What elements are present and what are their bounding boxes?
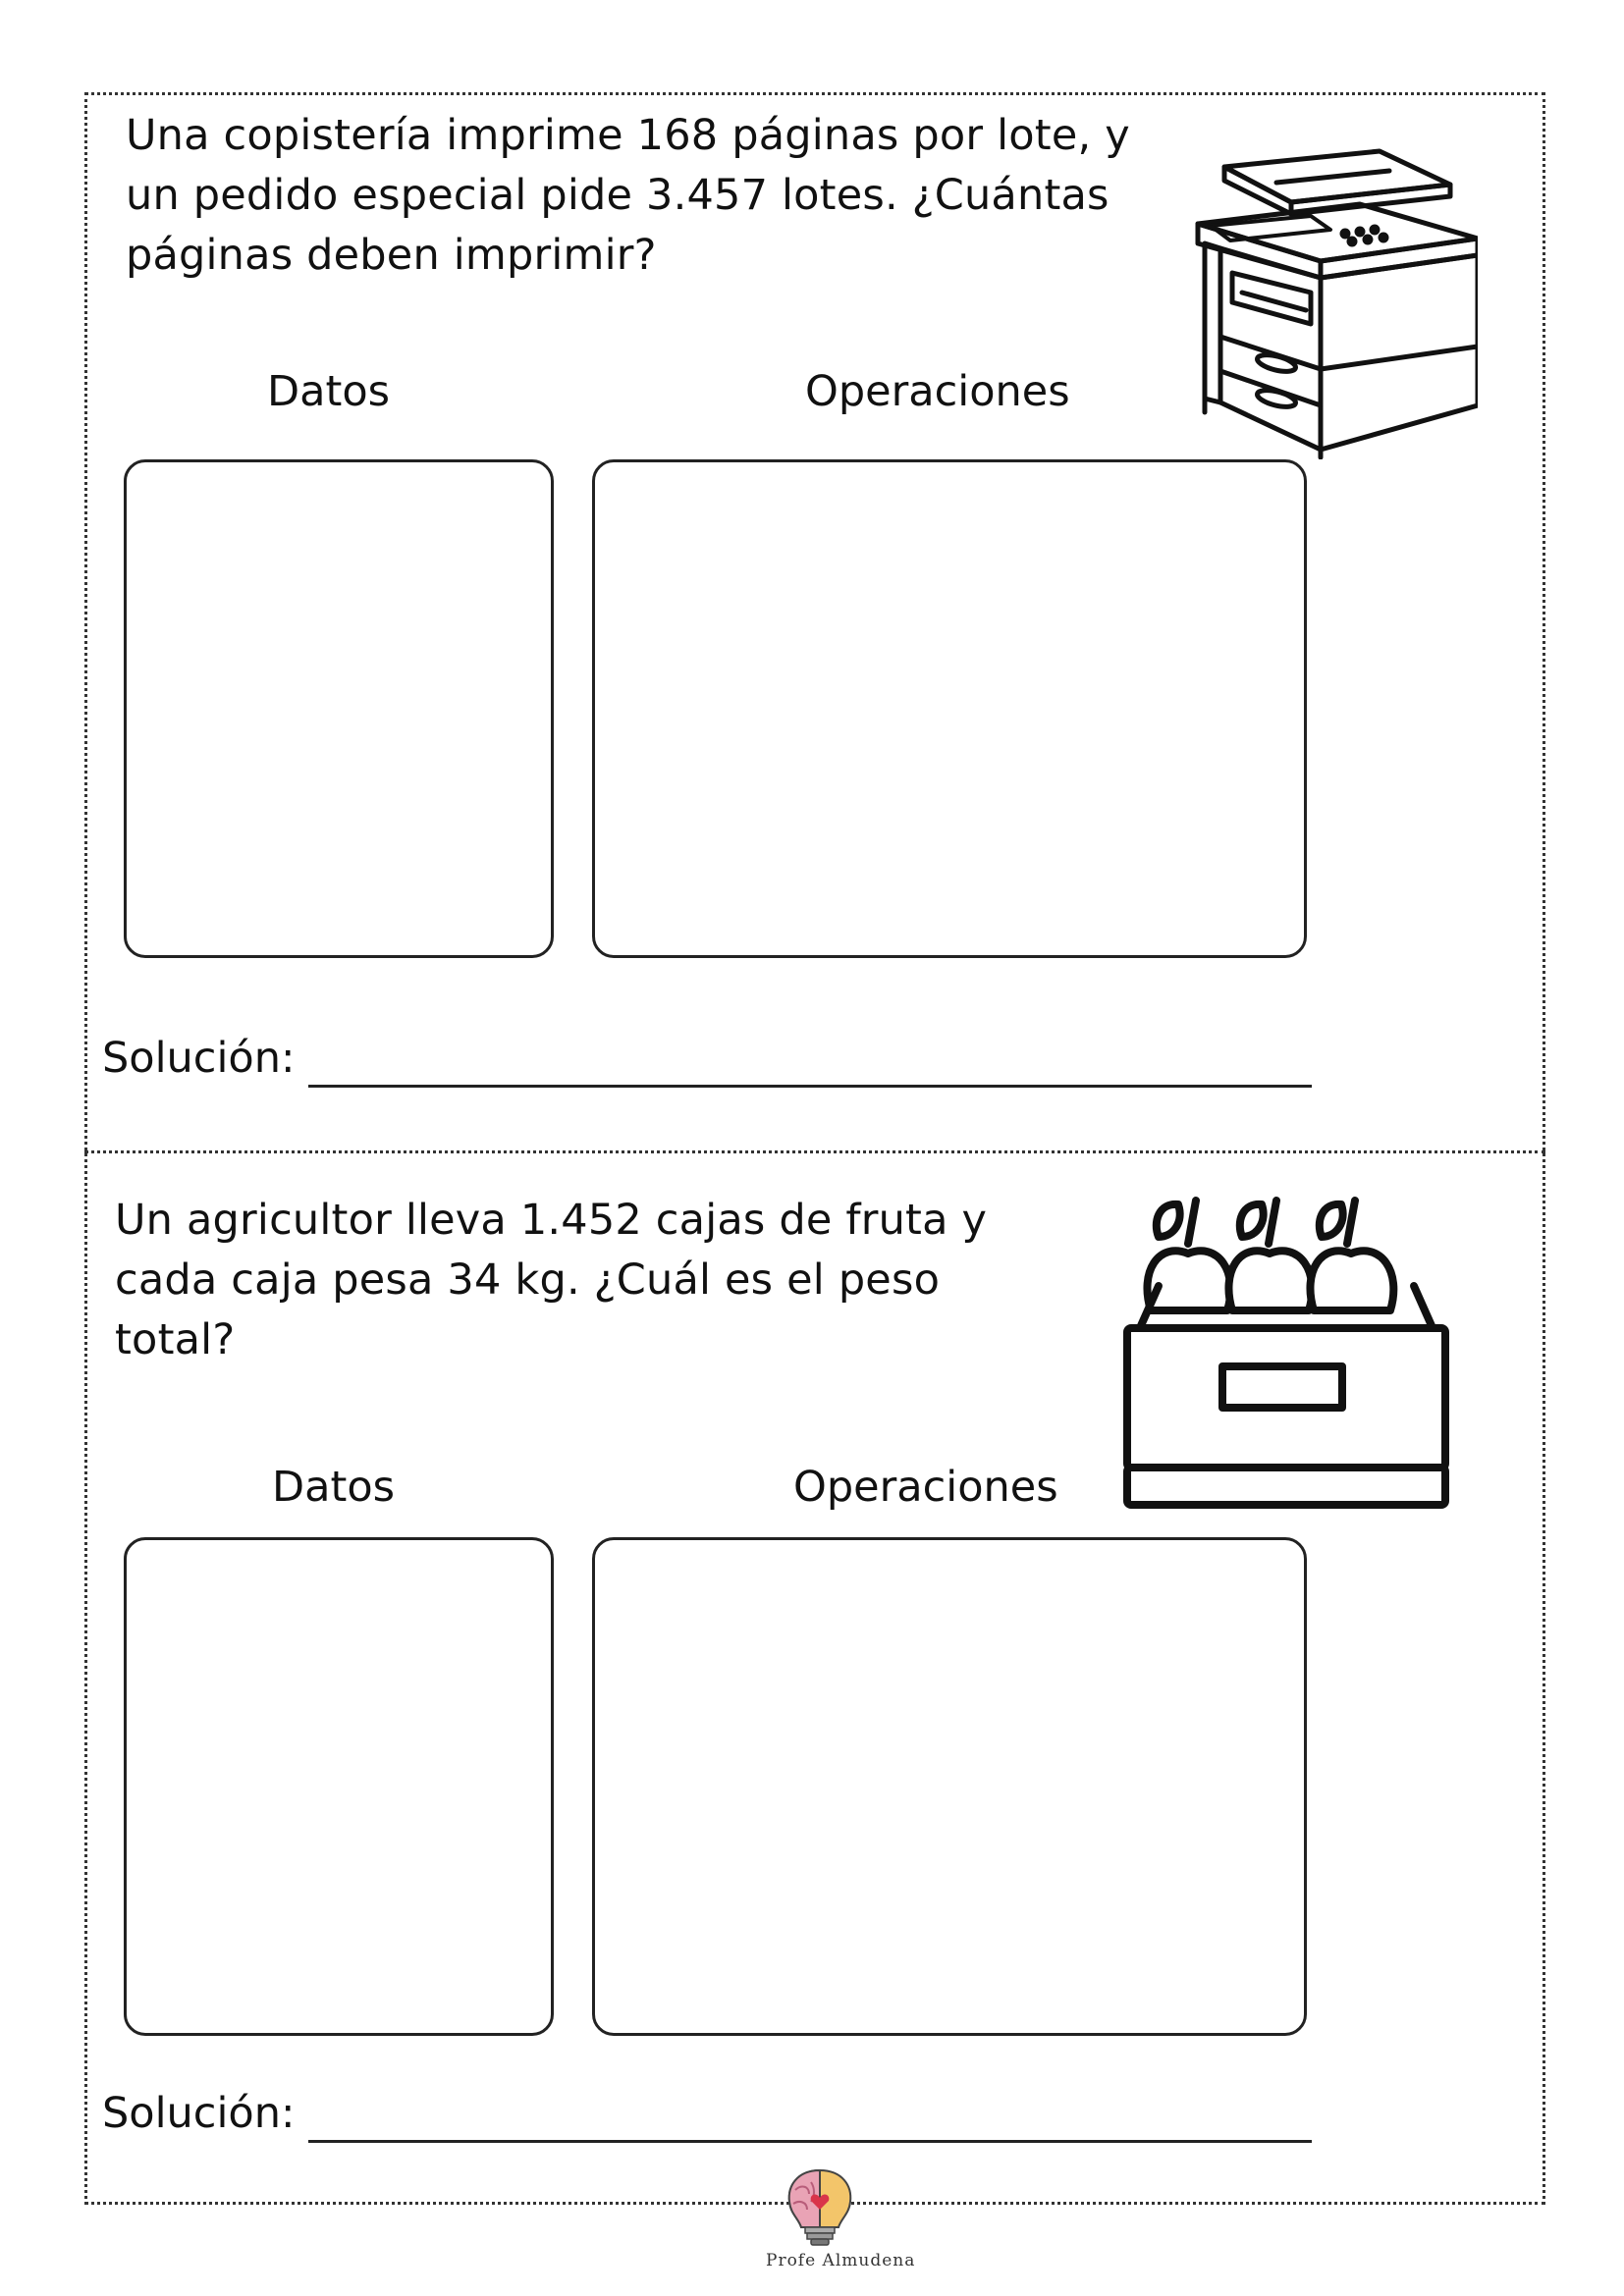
problem-1-solucion-line[interactable] — [308, 1085, 1312, 1088]
problem-2-solucion-line[interactable] — [308, 2140, 1312, 2143]
problem-2-datos-box[interactable] — [124, 1537, 554, 2036]
problem-2-text: Un agricultor lleva 1.452 cajas de fruta y cada caja pesa 34 kg. ¿Cuál es el peso total? — [115, 1196, 988, 1364]
brand-name: Profe Almudena — [766, 2251, 916, 2270]
problem-1-datos-label: Datos — [267, 367, 391, 416]
printer-icon — [1183, 145, 1478, 459]
problem-2-solucion-label: Solución: — [102, 2089, 296, 2138]
problem-2-operaciones-box[interactable] — [592, 1537, 1307, 2036]
lightbulb-brain-icon — [766, 2164, 874, 2249]
problem-1-operaciones-label: Operaciones — [805, 367, 1070, 416]
problem-1-solucion-label: Solución: — [102, 1034, 296, 1083]
problem-1-operaciones-box[interactable] — [592, 459, 1307, 958]
brand-logo — [766, 2164, 916, 2282]
apple-crate-icon — [1119, 1183, 1453, 1517]
problem-1-text: Una copistería imprime 168 páginas por lote, y un pedido especial pide 3.457 lotes. ¿Cuántas páginas deben imprimir? — [126, 111, 1130, 280]
problem-2-operaciones-label: Operaciones — [793, 1463, 1058, 1512]
problem-1-datos-box[interactable] — [124, 459, 554, 958]
problem-divider — [84, 1150, 1545, 1153]
problem-2-datos-label: Datos — [272, 1463, 396, 1512]
